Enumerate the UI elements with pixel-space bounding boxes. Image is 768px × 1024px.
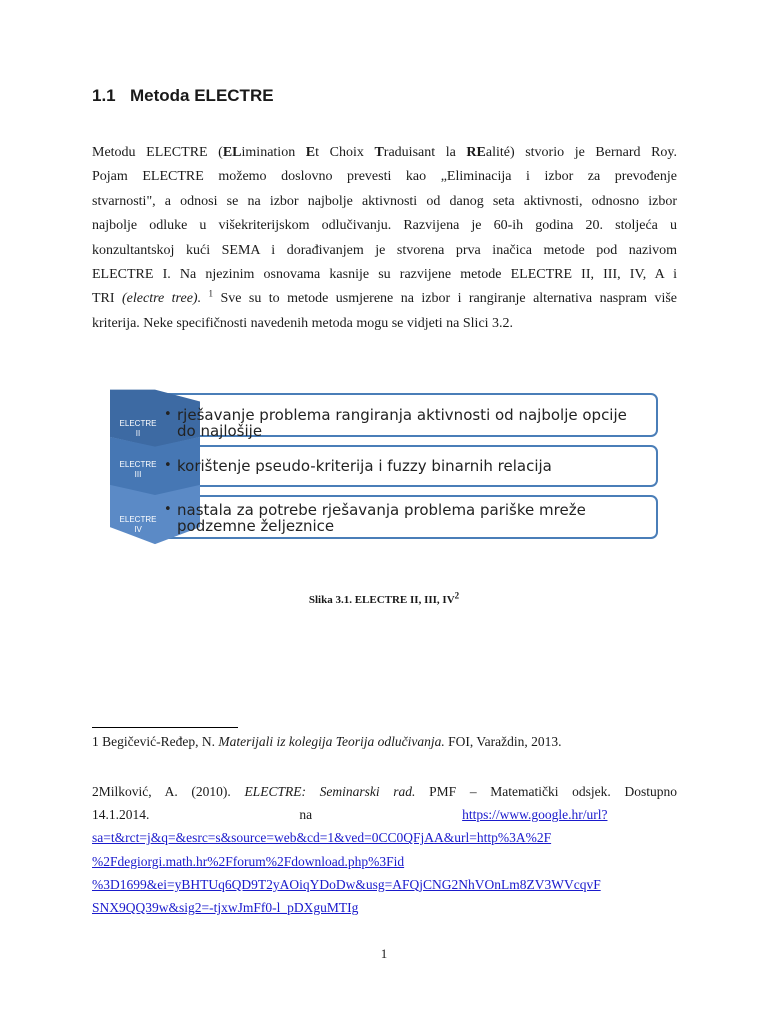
footnote-1: 1 Begičević-Ređep, N. Materijali iz kolegija Teorija odlučivanja. FOI, Varaždin, 2013. bbox=[92, 734, 562, 749]
footnote-ref-2[interactable]: 2 bbox=[454, 590, 460, 601]
paragraph-line: TRI (electre tree). $^1$ Sve su to metode usmjerene na izbor i rangiranje alternativa naspram više bbox=[92, 288, 677, 307]
chevron-label: ELECTRE IV bbox=[119, 515, 157, 534]
chevron-label: ELECTRE II bbox=[119, 419, 157, 438]
section-heading bbox=[92, 86, 274, 106]
diagram-row-electre-iv bbox=[110, 495, 658, 539]
footnote-2 bbox=[92, 780, 677, 919]
paragraph-line: najbolje odluke u višekriterijskom odlučivanju. Razvijena je 60-ih godina 20. stoljeća u bbox=[92, 218, 677, 234]
footnote-line: 14.1.2014. na https://www.google.hr/url? bbox=[92, 807, 608, 823]
paragraph-line: kriterija. Neke specifičnosti navedenih metoda mogu se vidjeti na Slici 3.2. bbox=[92, 315, 514, 331]
paragraph-line: konzultantskoj kući SEMA i dorađivanjem je stvorena prva inačica metode pod nazivom bbox=[92, 242, 677, 258]
source-link[interactable]: https://www.google.hr/url? bbox=[462, 807, 608, 823]
bullet-icon: • bbox=[164, 407, 172, 422]
source-link[interactable]: SNX9QQ39w&sig2=-tjxwJmFf0-l_pDXguMTIg bbox=[92, 899, 359, 915]
paragraph-line: ELECTRE I. Na njezinim osnovama kasnije su razvijene metode ELECTRE II, III, IV, A i bbox=[92, 266, 677, 282]
source-link[interactable]: sa=t&rct=j&q=&esrc=s&source=web&cd=1&ved=0CC0QFjAA&url=http%3A%2F bbox=[92, 830, 552, 846]
source-link[interactable]: %2Fdegiorgi.math.hr%2Fforum%2Fdownload.php%3Fid bbox=[92, 853, 405, 869]
figure-caption: Slika 3.1. ELECTRE II, III, $IV^2$ bbox=[308, 590, 460, 606]
chevron-label: ELECTRE III bbox=[119, 460, 157, 479]
paragraph-line: stvarnosti", a odnosi se na izbor najbolje aktivnosti od danog seta aktivnosti, odnosno izbor bbox=[92, 193, 677, 209]
body-paragraph bbox=[92, 141, 677, 336]
bullet-item: • rješavanje problema rangiranja aktivnosti od najbolje opcije do najlošije bbox=[164, 406, 627, 440]
section-number: 1.1 bbox=[92, 86, 116, 105]
diagram-row-electre-ii bbox=[110, 393, 658, 440]
paragraph-line: Pojam ELECTRE možemo doslovno prevesti kao „Eliminacija i izbor za prevođenje bbox=[92, 169, 677, 185]
section-title: Metoda ELECTRE bbox=[130, 86, 274, 105]
footnote-line: 2Milković, A. (2010). ELECTRE: Seminarski rad. PMF – Matematički odsjek. Dostupno bbox=[92, 784, 677, 799]
bullet-item: • korištenje pseudo-kriterija i fuzzy binarnih relacija bbox=[164, 457, 552, 475]
bullet-icon: • bbox=[164, 458, 172, 473]
page-number: 1 bbox=[380, 946, 388, 961]
paragraph-line: Metodu ELECTRE (ELimination Et Choix Traduisant la REalité) stvorio je Bernard Roy. bbox=[92, 145, 677, 160]
electre-diagram bbox=[110, 389, 658, 549]
source-link[interactable]: %3D1699&ei=yBHTUq6QD9T2yAOiqYDoDw&usg=AFQjCNG2NhVOnLm8ZV3WVcqvF bbox=[92, 876, 601, 892]
diagram-row-electre-iii bbox=[110, 445, 658, 487]
bullet-icon: • bbox=[164, 502, 172, 517]
bullet-item: • nastala za potrebe rješavanja problema pariške mreže podzemne željeznice bbox=[164, 501, 586, 535]
footnote-separator bbox=[92, 727, 238, 728]
footnote-ref-1[interactable]: 1 bbox=[208, 288, 214, 299]
